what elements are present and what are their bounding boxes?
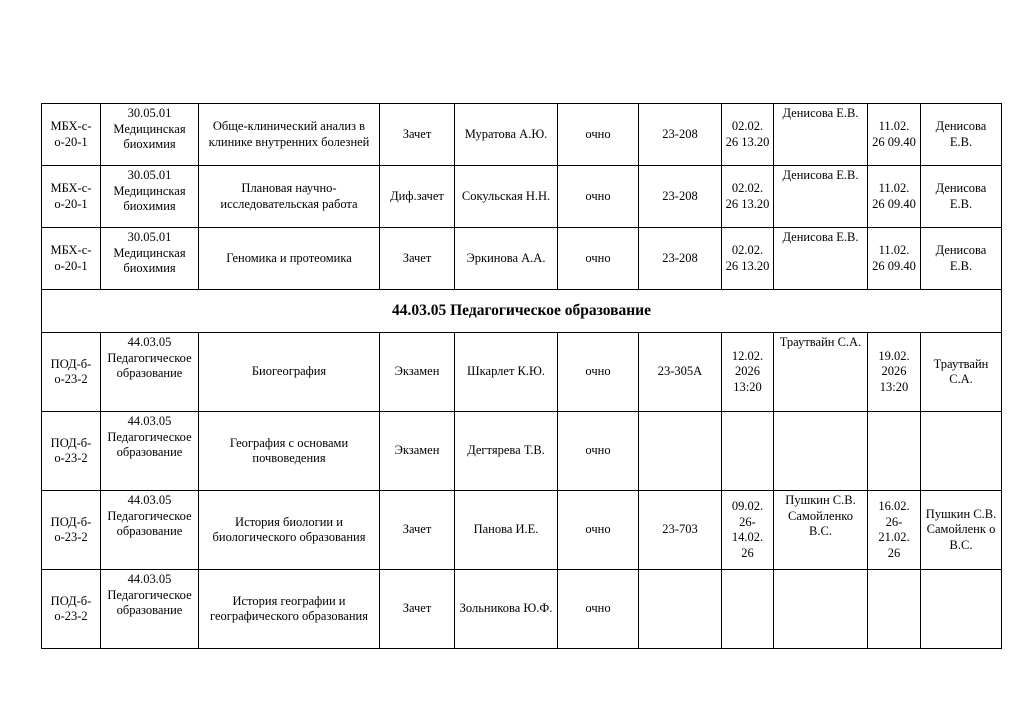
first-commission-cell bbox=[774, 570, 868, 649]
teacher-cell: Дегтярева Т.В. bbox=[455, 412, 558, 491]
control-form-cell: Зачет bbox=[380, 570, 455, 649]
first-commission-cell: Траутвайн С.А. bbox=[774, 333, 868, 412]
second-date-cell: 16.02. 26- 21.02. 26 bbox=[868, 491, 921, 570]
control-form-cell: Зачет bbox=[380, 491, 455, 570]
first-date-cell: 02.02. 26 13.20 bbox=[722, 166, 774, 228]
table-row bbox=[42, 412, 1002, 491]
specialty-cell: 44.03.05 Педагогическое образование bbox=[101, 570, 199, 649]
table-row bbox=[42, 166, 1002, 228]
teacher-cell: Сокульская Н.Н. bbox=[455, 166, 558, 228]
group-cell: ПОД-б-о-23-2 bbox=[42, 491, 101, 570]
table-row bbox=[42, 570, 1002, 649]
study-form-cell: очно bbox=[558, 333, 639, 412]
room-cell bbox=[639, 570, 722, 649]
table-row bbox=[42, 491, 1002, 570]
teacher-cell: Зольникова Ю.Ф. bbox=[455, 570, 558, 649]
first-date-cell bbox=[722, 570, 774, 649]
first-commission-cell bbox=[774, 412, 868, 491]
exam-schedule-table bbox=[41, 103, 1002, 649]
first-commission-cell: Денисова Е.В. bbox=[774, 228, 868, 290]
specialty-cell: 44.03.05 Педагогическое образование bbox=[101, 412, 199, 491]
first-date-cell: 02.02. 26 13.20 bbox=[722, 104, 774, 166]
first-date-cell: 12.02. 2026 13:20 bbox=[722, 333, 774, 412]
specialty-cell: 44.03.05 Педагогическое образование bbox=[101, 491, 199, 570]
teacher-cell: Шкарлет К.Ю. bbox=[455, 333, 558, 412]
control-form-cell: Зачет bbox=[380, 228, 455, 290]
second-commission-cell: Денисова Е.В. bbox=[921, 104, 1002, 166]
first-commission-cell: Денисова Е.В. bbox=[774, 104, 868, 166]
section-title: 44.03.05 Педагогическое образование bbox=[42, 290, 1002, 333]
second-date-cell: 11.02. 26 09.40 bbox=[868, 166, 921, 228]
specialty-cell: 30.05.01 Медицинская биохимия bbox=[101, 228, 199, 290]
second-date-cell bbox=[868, 570, 921, 649]
room-cell: 23-208 bbox=[639, 104, 722, 166]
control-form-cell: Экзамен bbox=[380, 333, 455, 412]
second-commission-cell: Денисова Е.В. bbox=[921, 228, 1002, 290]
section-row bbox=[42, 290, 1002, 333]
specialty-cell: 44.03.05 Педагогическое образование bbox=[101, 333, 199, 412]
group-cell: ПОД-б-о-23-2 bbox=[42, 333, 101, 412]
discipline-cell: Плановая научно-исследовательская работа bbox=[199, 166, 380, 228]
room-cell: 23-208 bbox=[639, 166, 722, 228]
discipline-cell: География с основами почвоведения bbox=[199, 412, 380, 491]
discipline-cell: История биологии и биологического образования bbox=[199, 491, 380, 570]
study-form-cell: очно bbox=[558, 570, 639, 649]
group-cell: МБХ-с-о-20-1 bbox=[42, 104, 101, 166]
room-cell: 23-703 bbox=[639, 491, 722, 570]
room-cell bbox=[639, 412, 722, 491]
second-commission-cell: Пушкин С.В. Самойленк о В.С. bbox=[921, 491, 1002, 570]
second-date-cell: 19.02. 2026 13:20 bbox=[868, 333, 921, 412]
discipline-cell: Биогеография bbox=[199, 333, 380, 412]
discipline-cell: Геномика и протеомика bbox=[199, 228, 380, 290]
specialty-cell: 30.05.01 Медицинская биохимия bbox=[101, 104, 199, 166]
first-commission-cell: Денисова Е.В. bbox=[774, 166, 868, 228]
specialty-cell: 30.05.01 Медицинская биохимия bbox=[101, 166, 199, 228]
discipline-cell: Обще-клинический анализ в клинике внутренних болезней bbox=[199, 104, 380, 166]
table-row bbox=[42, 228, 1002, 290]
study-form-cell: очно bbox=[558, 104, 639, 166]
study-form-cell: очно bbox=[558, 166, 639, 228]
first-date-cell: 02.02. 26 13.20 bbox=[722, 228, 774, 290]
group-cell: МБХ-с-о-20-1 bbox=[42, 166, 101, 228]
second-commission-cell bbox=[921, 412, 1002, 491]
second-commission-cell: Денисова Е.В. bbox=[921, 166, 1002, 228]
study-form-cell: очно bbox=[558, 491, 639, 570]
group-cell: ПОД-б-о-23-2 bbox=[42, 412, 101, 491]
discipline-cell: История географии и географического образования bbox=[199, 570, 380, 649]
second-date-cell: 11.02. 26 09.40 bbox=[868, 228, 921, 290]
table-row bbox=[42, 104, 1002, 166]
teacher-cell: Муратова А.Ю. bbox=[455, 104, 558, 166]
first-date-cell bbox=[722, 412, 774, 491]
control-form-cell: Зачет bbox=[380, 104, 455, 166]
teacher-cell: Эркинова А.А. bbox=[455, 228, 558, 290]
study-form-cell: очно bbox=[558, 228, 639, 290]
control-form-cell: Диф.зачет bbox=[380, 166, 455, 228]
first-commission-cell: Пушкин С.В. Самойленко В.С. bbox=[774, 491, 868, 570]
study-form-cell: очно bbox=[558, 412, 639, 491]
second-commission-cell bbox=[921, 570, 1002, 649]
table-row bbox=[42, 333, 1002, 412]
second-date-cell: 11.02. 26 09.40 bbox=[868, 104, 921, 166]
control-form-cell: Экзамен bbox=[380, 412, 455, 491]
second-date-cell bbox=[868, 412, 921, 491]
room-cell: 23-305А bbox=[639, 333, 722, 412]
teacher-cell: Панова И.Е. bbox=[455, 491, 558, 570]
first-date-cell: 09.02. 26- 14.02. 26 bbox=[722, 491, 774, 570]
second-commission-cell: Траутвайн С.А. bbox=[921, 333, 1002, 412]
room-cell: 23-208 bbox=[639, 228, 722, 290]
group-cell: МБХ-с-о-20-1 bbox=[42, 228, 101, 290]
group-cell: ПОД-б-о-23-2 bbox=[42, 570, 101, 649]
